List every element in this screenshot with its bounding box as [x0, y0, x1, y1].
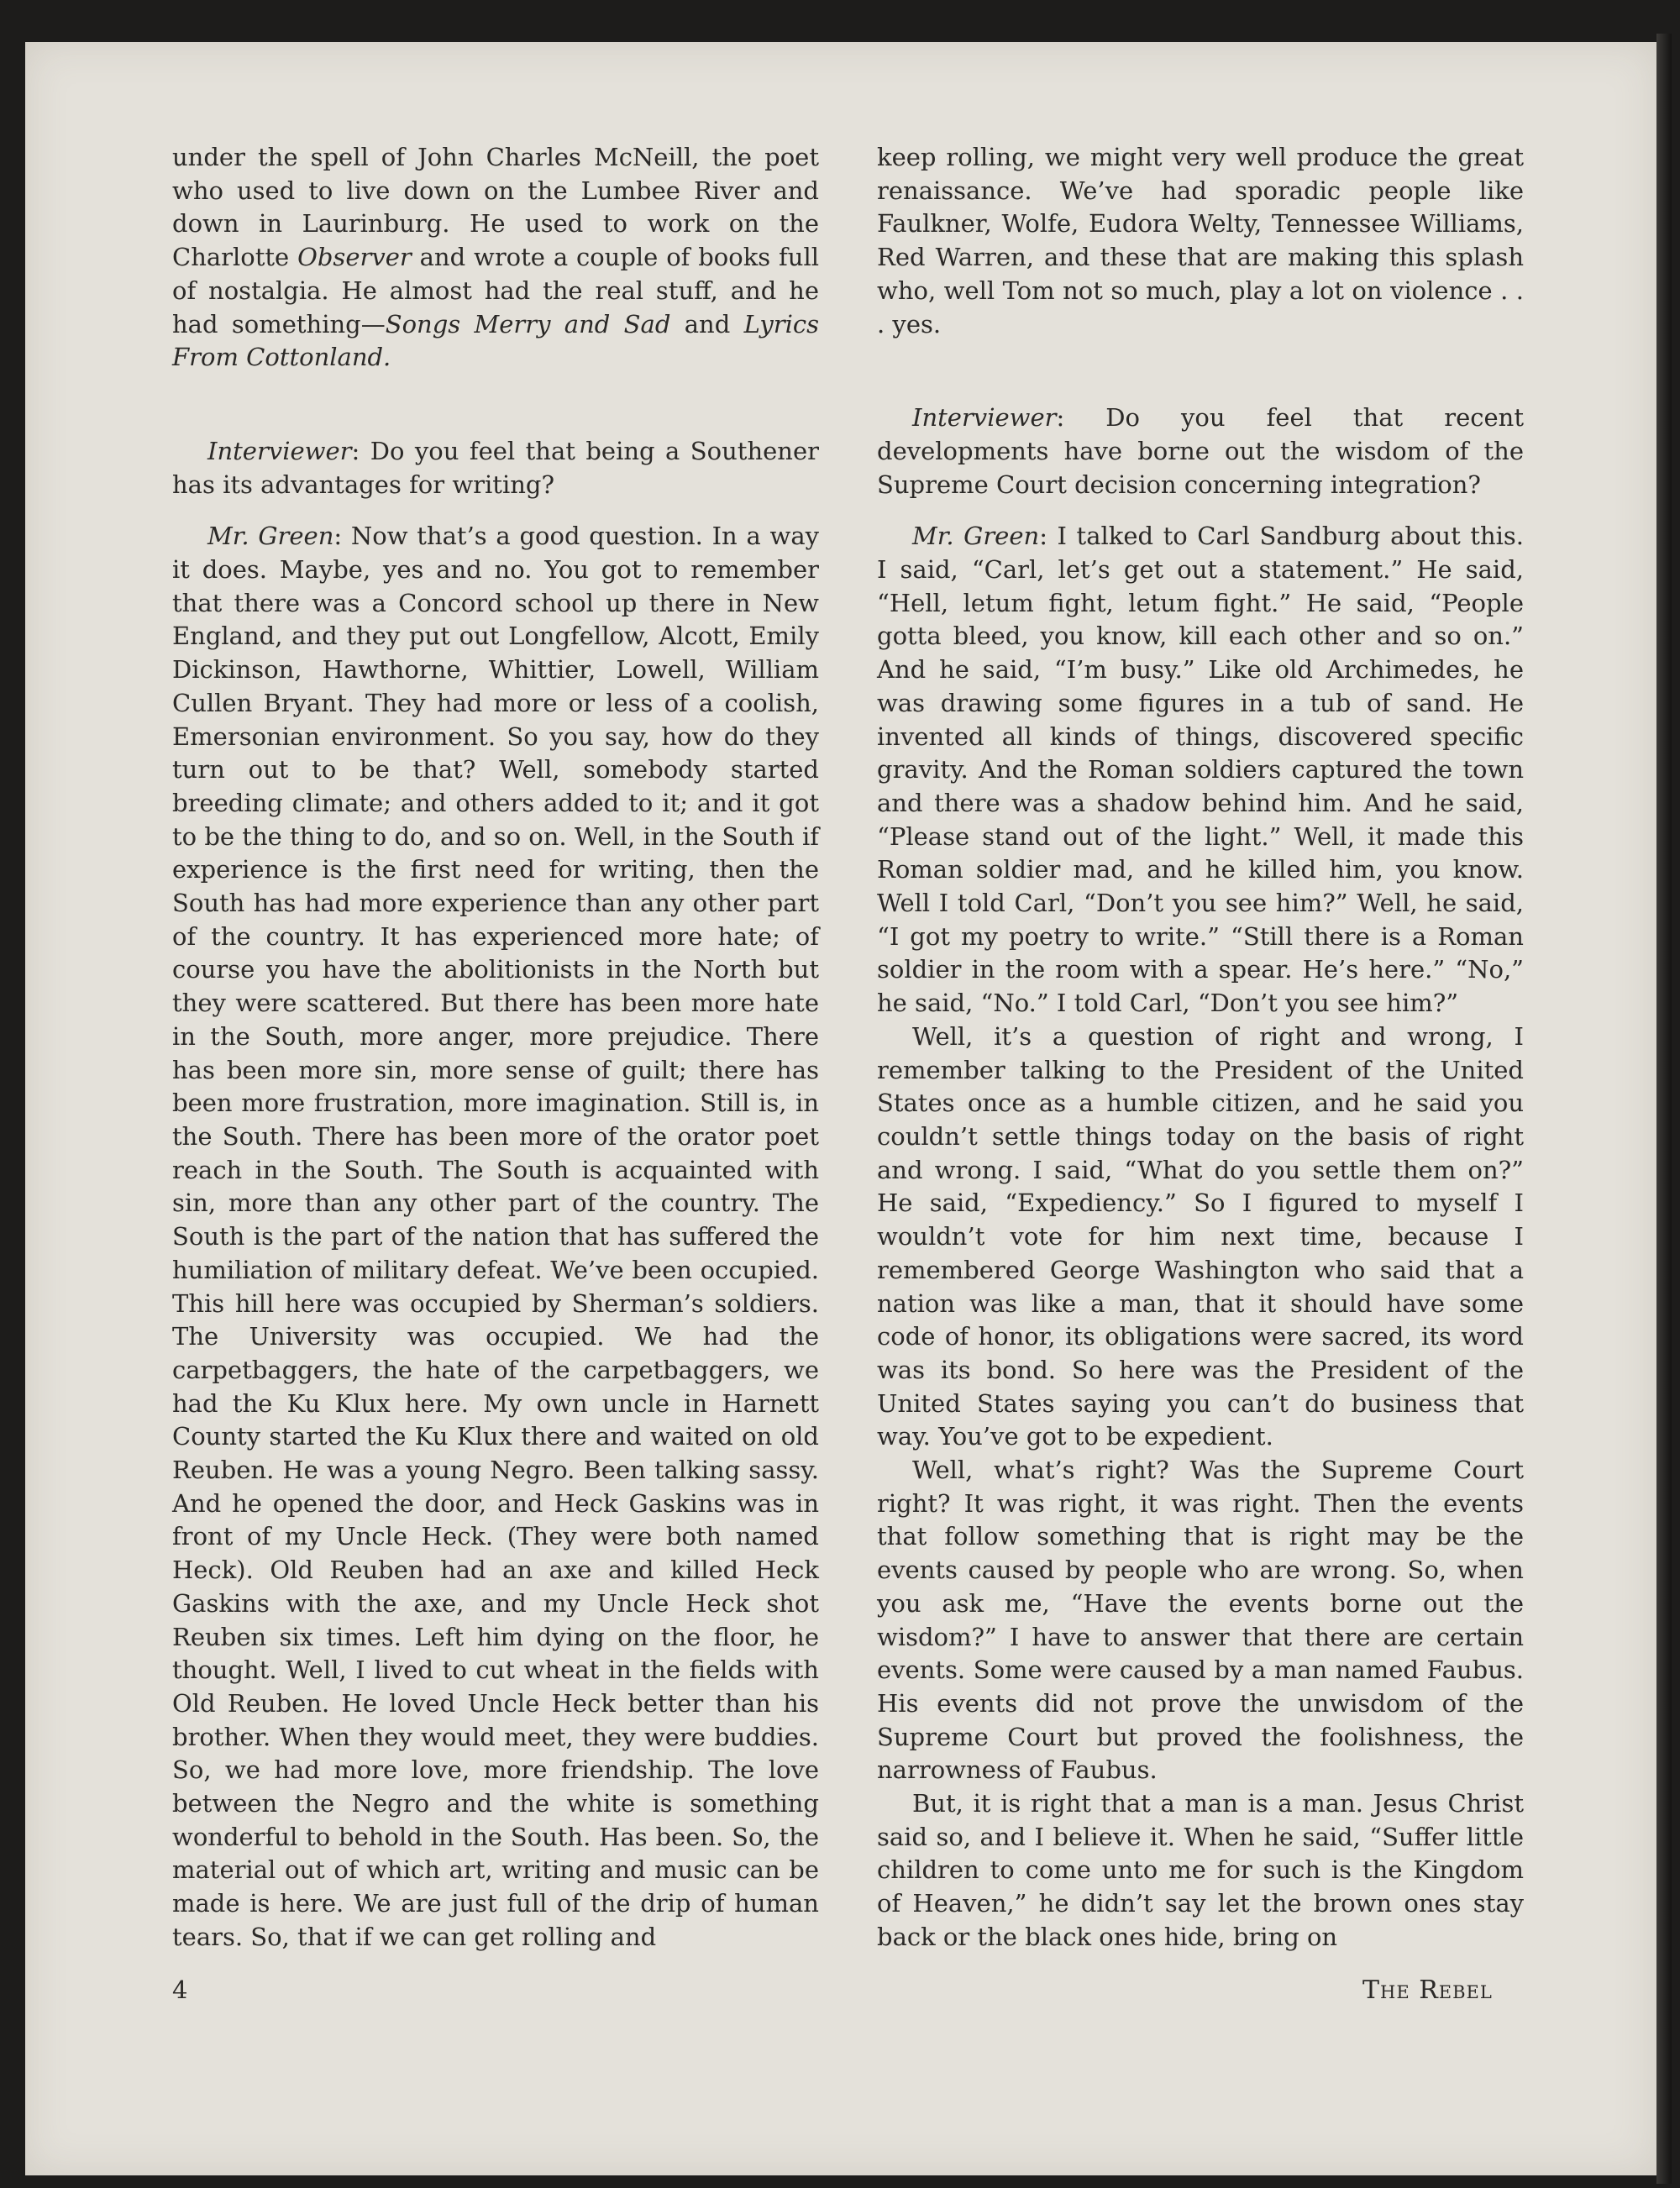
left-column: [172, 141, 819, 1955]
right-paragraph-right-and-wrong: Well, it’s a question of right and wrong, I remember talking to the President of the United States once as a humble citizen, and he said you couldn’t settle things today on the basis of right and wrong. I said, “What do you settle them on?” He said, “Expediency.” So I figured to myself I wouldn’t vote for him next time, because I remembered George Washington who said that a nation was like a man, that it should have some code of honor, its obligations were sacred, its word was its bond. So here was the President of the United States saying you can’t do business that way. You’ve got to be expedient.: [877, 1021, 1524, 1451]
title-charlotte-observer: Observer: [297, 243, 412, 272]
page-binding-edge: [1656, 34, 1672, 2184]
right-paragraph-jesus-christ: But, it is right that a man is a man. Jesus Christ said so, and I believe it. When he said, “Suffer little children to come unto me for such is the Kingdom of Heaven,” he didn’t say let the brown ones stay back or the black ones hide, bring on: [877, 1789, 1524, 1951]
answer-south-experience: Mr. Green: Now that’s a good question. In a way it does. Maybe, yes and no. You got to remember that there was a Concord school up there in New England, and they put out Longfellow, Alcott, Emily Dickinson, Hawthorne, Whittier, Lowell, William Cullen Bryant. They had more or less of a coolish, Emersonian environment. So you say, how do they turn out to be that? Well, somebody started breeding climate; and others added to it; and it got to be the thing to do, and so on. Well, in the South if experience is the first need for writing, then the South has had more experience than any other part of the country. It has experienced more hate; of course you have the abolitionists in the North but they were scattered. But there has been more hate in the South, more anger, more prejudice. There has been more sin, more sense of guilt; there has been more frustration, more imagination. Still is, in the South. There has been more of the orator poet reach in the South. The South is acquainted with sin, more than any other part of the country. The South is the part of the nation that has suffered the humiliation of military defeat. We’ve been occupied. This hill here was occupied by Sherman’s soldiers. The University was occupied. We had the carpetbaggers, the hate of the carpetbaggers, we had the Ku Klux here. My own uncle in Harnett County started the Ku Klux there and waited on old Reuben. He was a young Negro. Been talking sassy. And he opened the door, and Heck Gaskins was in front of my Uncle Heck. (They were both named Heck). Old Reuben had an axe and killed Heck Gaskins with the axe, and my Uncle Heck shot Reuben six times. Left him dying on the floor, he thought. Well, I lived to cut wheat in the fields with Old Reuben. He loved Uncle Heck better than his brother. When they would meet, they were buddies. So, we had more love, more friendship. The love between the Negro and the white is something wonderful to behold in the South. Has been. So, the material out of which art, writing and music can be made is here. We are just full of the drip of human tears. So, that if we can get rolling and: [172, 522, 819, 1951]
title-lyrics-from-cottonland: Lyrics From Cottonland.: [172, 309, 819, 372]
speaker-interviewer: Interviewer: [207, 436, 352, 465]
speaker-mr-green: Mr. Green: [207, 522, 334, 551]
speaker-mr-green: Mr. Green: [912, 522, 1040, 551]
speaker-interviewer: Interviewer: [912, 403, 1057, 433]
question-supreme-court-integration: Interviewer: Do you feel that recent developments have borne out the wisdom of the Supreme Court decision concerning integration?: [877, 403, 1524, 499]
right-paragraph-faubus: Well, what’s right? Was the Supreme Court right? It was right, it was right. Then the events that follow something that is right may be the events caused by people who are wrong. So, when you ask me, “Have the events borne out the wisdom?” I have to answer that there are certain events. Some were caused by a man named Faubus. His events did not prove the unwisdom of the Supreme Court but proved the foolishness, the narrowness of Faubus.: [877, 1456, 1524, 1785]
page-number: 4: [172, 1975, 188, 2004]
title-songs-merry-and-sad: Songs Merry and Sad: [385, 309, 671, 338]
answer-carl-sandburg: Mr. Green: I talked to Carl Sandburg about this. I said, “Carl, let’s get out a statement.” He said, “Hell, letum fight, letum fight.” He said, “People gotta bleed, you know, kill each other and so on.” And he said, “I’m busy.” Like old Archimedes, he was drawing some figures in a tub of sand. He invented all kinds of things, discovered specific gravity. And the Roman soldiers captured the town and there was a shadow behind him. And he said, “Please stand out of the light.” Well, it made this Roman soldier mad, and he killed him, you know. Well I told Carl, “Don’t you see him?” Well, he said, “I got my poetry to write.” “Still there is a Roman soldier in the room with a spear. He’s here.” “No,” he said, “No.” I told Carl, “Don’t you see him?”: [877, 522, 1524, 1018]
magazine-title-footer: The Rebel: [1362, 1975, 1493, 2005]
right-column: [877, 141, 1524, 1955]
left-paragraph-mcneill: under the spell of John Charles McNeill, the poet who used to live down on the Lumbee River and down in Laurinburg. He used to work on the Charlotte Observer and wrote a couple of books full of nostalgia. He almost had the real stuff, and he had something—Songs Merry and Sad and Lyrics From Cottonland.: [172, 143, 820, 372]
right-paragraph-renaissance: keep rolling, we might very well produce the great renaissance. We’ve had sporadic people like Faulkner, Wolfe, Eudora Welty, Tennessee Williams, Red Warren, and these that are making this splash who, well Tom not so much, play a lot on violence . . . yes.: [877, 143, 1524, 338]
question-southerner-advantages: Interviewer: Do you feel that being a Southener has its advantages for writing?: [172, 436, 819, 499]
